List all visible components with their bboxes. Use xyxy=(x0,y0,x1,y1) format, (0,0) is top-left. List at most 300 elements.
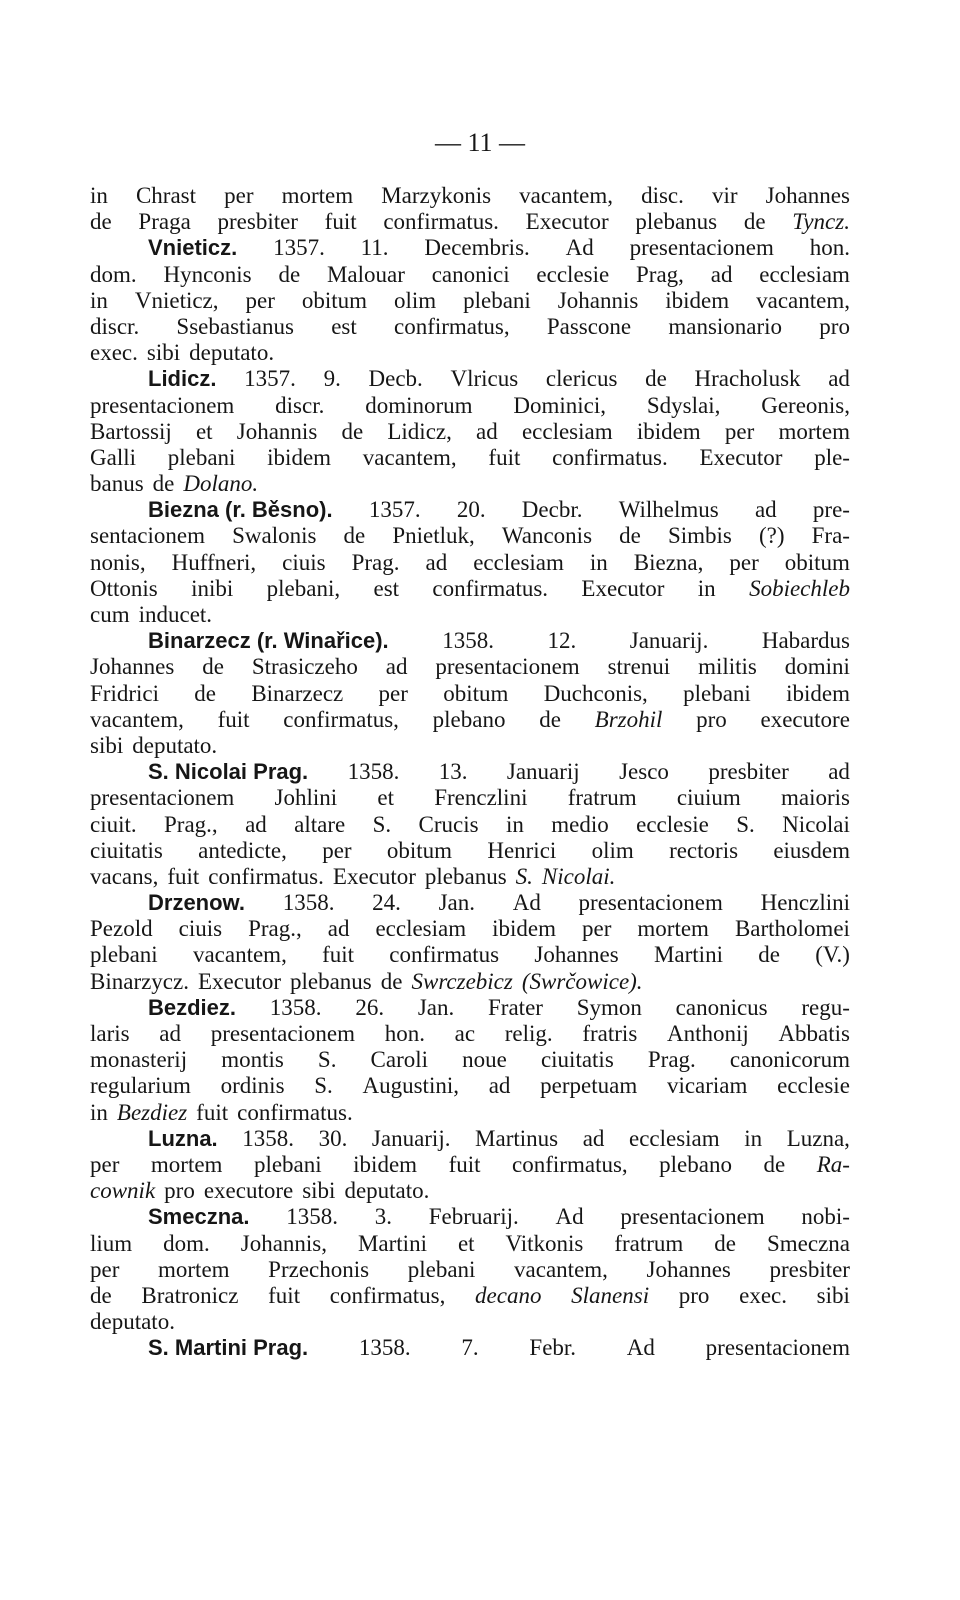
word: ad xyxy=(828,759,850,785)
word: sentacionem xyxy=(90,523,205,549)
word: Habardus xyxy=(761,628,850,654)
word: Fra- xyxy=(811,523,850,549)
word: de xyxy=(539,706,561,732)
word: Johannis, xyxy=(240,1230,327,1256)
word: Hracholusk xyxy=(694,366,801,392)
word: plebanus xyxy=(290,968,372,994)
word: clericus xyxy=(545,366,618,392)
word: ecclesiam xyxy=(759,261,850,287)
word: confirmatus, xyxy=(393,313,510,339)
text-line xyxy=(90,393,850,419)
word: Januarij. xyxy=(629,628,709,654)
word: Hynconis xyxy=(163,261,252,287)
text-line xyxy=(90,654,850,680)
word: 26. xyxy=(355,994,385,1020)
word: 1358. xyxy=(242,1125,294,1151)
text-line xyxy=(90,1283,850,1309)
word: altare xyxy=(294,811,346,837)
word: discr. xyxy=(275,392,325,418)
word: discr. xyxy=(90,313,140,339)
text-line xyxy=(90,942,850,968)
word: Dominici, xyxy=(513,392,607,418)
word: Chrast xyxy=(135,183,197,208)
word: ibidem xyxy=(492,916,557,942)
word: Lidicz, xyxy=(387,418,452,444)
word: ecclesiam xyxy=(473,549,564,575)
word: canonicorum xyxy=(729,1047,850,1073)
word: medio xyxy=(551,811,609,837)
word: ad xyxy=(159,1021,182,1046)
entry-heading: S. Nicolai Prag. xyxy=(148,759,309,785)
word: Jan. xyxy=(438,890,476,916)
word: plebani xyxy=(683,680,751,706)
word: in xyxy=(744,1125,763,1151)
word: Bartholomei xyxy=(734,916,850,942)
word: Executor xyxy=(581,575,665,601)
word: Wilhelmus xyxy=(618,497,719,523)
word: ordinis xyxy=(220,1073,285,1099)
word: obitum xyxy=(301,287,367,313)
word: presbiter xyxy=(217,209,298,235)
word: nonis, xyxy=(90,549,146,575)
word: Pnietluk, xyxy=(392,523,475,549)
word: Bartossij xyxy=(90,418,172,444)
italic-word: Bezdiez xyxy=(116,1099,188,1125)
word: ecclesie xyxy=(536,261,610,287)
word: plebani xyxy=(407,1256,476,1282)
word: fratrum xyxy=(567,785,637,811)
word: presentacionem xyxy=(210,1021,356,1046)
word: banus xyxy=(90,471,144,497)
word: Anthonij xyxy=(666,1021,749,1046)
word: Sdyslai, xyxy=(646,392,721,418)
word: Januarij. xyxy=(371,1125,451,1151)
text-line xyxy=(90,1335,850,1361)
word: Galli xyxy=(90,444,136,470)
word: mortem xyxy=(778,418,850,444)
word: plebano xyxy=(659,1151,732,1177)
text-line xyxy=(90,1126,850,1152)
word: plebano xyxy=(432,706,506,732)
word: 3. xyxy=(374,1204,392,1230)
word: in xyxy=(505,811,524,837)
word: perpetuam xyxy=(540,1073,638,1099)
word: Executor xyxy=(525,209,609,235)
word: olim xyxy=(393,287,437,313)
word: plebanus xyxy=(424,863,507,889)
text-line xyxy=(90,235,850,261)
entry-heading: Drzenow. xyxy=(148,890,245,916)
word: de xyxy=(152,471,175,497)
word: Marzykonis xyxy=(381,183,492,208)
text-line xyxy=(90,707,850,733)
word: ciuis xyxy=(178,916,223,942)
word: cum xyxy=(90,602,130,627)
word: ciuitatis xyxy=(90,837,163,863)
word: 1358. xyxy=(347,759,400,785)
text-line xyxy=(90,419,850,445)
word: Passcone xyxy=(546,313,632,339)
word: in xyxy=(589,549,608,575)
word: inducet. xyxy=(138,602,213,627)
word: Praga xyxy=(138,209,191,235)
word: noue xyxy=(462,1047,507,1073)
word: pro xyxy=(678,1282,710,1308)
entry-heading: Binarzecz (r. Winařice). xyxy=(148,628,389,654)
text-line xyxy=(90,890,850,916)
word: ibidem xyxy=(786,680,850,706)
word: presentacionem xyxy=(90,392,235,418)
italic-word: Swrczebicz xyxy=(411,968,513,994)
text-line xyxy=(90,1073,850,1099)
word: vir xyxy=(711,183,738,208)
entry-heading: Luzna. xyxy=(148,1125,218,1151)
word: ecclesiam xyxy=(628,1125,720,1151)
word: vacans, xyxy=(90,863,159,889)
word: Johannis xyxy=(557,287,639,313)
word: presbiter xyxy=(708,759,789,785)
text-line xyxy=(90,628,850,654)
page-number: — 11 — xyxy=(434,128,526,157)
word: fuit xyxy=(324,209,357,235)
word: in xyxy=(90,1099,108,1125)
word: sibi xyxy=(816,1282,850,1308)
word: antedicte, xyxy=(198,837,287,863)
document-body xyxy=(90,183,850,1361)
word: confirmatus. xyxy=(383,209,499,235)
word: Biezna, xyxy=(633,549,704,575)
word: confirmatus. xyxy=(432,575,549,601)
word: per xyxy=(582,916,612,942)
word: mortem xyxy=(637,916,709,942)
word: vacantem, xyxy=(756,287,850,313)
word: Jan. xyxy=(417,994,455,1020)
word: confirmatus xyxy=(389,942,500,968)
word: montis xyxy=(221,1047,284,1073)
word: regularium xyxy=(90,1073,191,1099)
word: ciuium xyxy=(676,785,741,811)
word: et xyxy=(377,785,394,811)
word: 20. xyxy=(456,497,486,523)
word: 7. xyxy=(461,1335,479,1361)
entry-heading: Biezna (r. Běsno). xyxy=(148,497,333,523)
word: ciuis xyxy=(282,549,326,575)
word: Ad xyxy=(512,890,541,916)
word: Januarij xyxy=(506,759,580,785)
word: Johannes xyxy=(646,1256,731,1282)
text-line xyxy=(90,916,850,942)
word: Swalonis xyxy=(232,523,317,549)
word: Binarzecz xyxy=(251,680,344,706)
text-line xyxy=(90,1231,850,1257)
word: Frenczlini xyxy=(434,785,528,811)
word: Henczlini xyxy=(760,890,850,916)
word: de xyxy=(278,261,301,287)
word: Decb. xyxy=(368,366,423,392)
word: strenui xyxy=(607,654,671,680)
word: ad xyxy=(327,916,350,942)
word: de xyxy=(743,209,766,235)
text-line xyxy=(90,550,850,576)
word: Huffneri, xyxy=(171,549,257,575)
word: Bratronicz xyxy=(141,1282,239,1308)
word: fratris xyxy=(582,1021,638,1046)
word: presentacionem xyxy=(620,1204,765,1230)
word: Johannes xyxy=(90,654,175,680)
word: Frater xyxy=(488,994,543,1020)
word: 1358. xyxy=(358,1335,411,1361)
word: Caroli xyxy=(370,1047,429,1073)
word: ecclesiam xyxy=(375,916,467,942)
text-line xyxy=(90,209,850,235)
word: executore xyxy=(760,706,850,732)
word: Prag., xyxy=(248,916,302,942)
word: ad xyxy=(385,654,408,680)
text-line xyxy=(90,1257,850,1283)
italic-word: decano xyxy=(475,1282,542,1308)
word: est xyxy=(373,575,400,601)
word: exec. xyxy=(739,1282,787,1308)
word: disc. xyxy=(641,183,684,208)
italic-word: Dolano. xyxy=(183,471,259,497)
word: ad xyxy=(710,261,733,287)
word: Martini xyxy=(357,1230,427,1256)
word: Smeczna xyxy=(766,1230,850,1256)
word: per xyxy=(322,837,352,863)
word: canonicus xyxy=(675,994,768,1020)
word: eiusdem xyxy=(773,837,850,863)
word: rectoris xyxy=(669,837,739,863)
entry-heading: Smeczna. xyxy=(148,1204,250,1230)
text-line xyxy=(90,314,850,340)
word: Ssebastianus xyxy=(176,313,294,339)
word: obitum xyxy=(443,680,509,706)
word: Crucis xyxy=(418,811,479,837)
word: pro xyxy=(819,313,850,339)
word: Pezold xyxy=(90,916,153,942)
word: deputato. xyxy=(344,1178,430,1204)
word: relig. xyxy=(504,1021,553,1046)
word: Executor xyxy=(197,968,281,994)
word: olim xyxy=(591,837,634,863)
word: maioris xyxy=(780,785,850,811)
text-line xyxy=(90,497,850,523)
word: presentacionem xyxy=(578,890,723,916)
word: ad xyxy=(582,1125,605,1151)
word: de xyxy=(763,1151,786,1177)
word: in xyxy=(90,183,108,208)
word: de xyxy=(645,366,667,392)
word: domini xyxy=(784,654,850,680)
word: vacantem, xyxy=(192,942,287,968)
text-line xyxy=(90,785,850,811)
text-line xyxy=(90,969,850,995)
word: Johlini xyxy=(274,785,338,811)
word: vacantem, xyxy=(90,706,184,732)
word: deputato. xyxy=(90,1309,175,1335)
word: confirmatus, xyxy=(283,706,399,732)
word: ad xyxy=(828,366,850,392)
word: Prag., xyxy=(164,811,218,837)
italic-word: Tyncz. xyxy=(792,209,850,235)
word: 1357. xyxy=(244,366,296,392)
word: Ad xyxy=(555,1204,584,1230)
word: ac xyxy=(454,1021,476,1046)
word: ad xyxy=(488,1073,511,1099)
word: obitum xyxy=(386,837,453,863)
word: mortem xyxy=(150,1151,223,1177)
word: inibi xyxy=(191,575,234,601)
word: est xyxy=(331,313,357,339)
entry-heading: S. Martini Prag. xyxy=(148,1335,309,1361)
word: de xyxy=(343,523,366,549)
word: mortem xyxy=(281,183,354,208)
entry-heading: Lidicz. xyxy=(148,366,217,392)
word: et xyxy=(195,418,213,444)
word: Gereonis, xyxy=(761,392,850,418)
word: Vlricus xyxy=(450,366,519,392)
word: fuit xyxy=(217,706,250,732)
word: obitum xyxy=(784,549,850,575)
text-line xyxy=(90,1178,850,1204)
word: 12. xyxy=(547,628,577,654)
word: ciuit. xyxy=(90,811,137,837)
word: Ottonis xyxy=(90,575,158,601)
italic-word: Ra- xyxy=(816,1151,850,1177)
word: fuit xyxy=(268,1282,301,1308)
word: 24. xyxy=(372,890,401,916)
word: confirmatus, xyxy=(329,1282,446,1308)
word: plebani xyxy=(167,444,236,470)
word: Abbatis xyxy=(778,1021,850,1046)
text-line xyxy=(90,288,850,314)
word: Vitkonis xyxy=(505,1230,584,1256)
word: Februarij. xyxy=(428,1204,519,1230)
word: Johannes xyxy=(534,942,619,968)
word: nobi- xyxy=(801,1204,850,1230)
word: confirmatus. xyxy=(208,863,324,889)
word: presentacionem xyxy=(90,785,235,811)
word: Ad xyxy=(565,235,594,261)
text-line xyxy=(90,812,850,838)
word: presbiter xyxy=(769,1256,850,1282)
word: de xyxy=(341,418,364,444)
word: (V.) xyxy=(815,942,850,968)
word: Vnieticz, xyxy=(134,287,219,313)
word: sibi xyxy=(302,1178,336,1204)
word: Prag, xyxy=(636,261,684,287)
word: dom. xyxy=(163,1230,210,1256)
text-line xyxy=(90,864,850,890)
word: ibidem xyxy=(665,287,730,313)
word: hon. xyxy=(384,1021,425,1046)
word: exec. xyxy=(90,340,138,366)
word: ple- xyxy=(814,444,850,470)
entry-heading: Bezdiez. xyxy=(148,994,237,1020)
word: dom. xyxy=(90,261,137,287)
word: Strasiczeho xyxy=(251,654,358,680)
word: confirmatus. xyxy=(552,444,668,470)
word: plebani xyxy=(90,942,158,968)
word: ciuitatis xyxy=(540,1047,614,1073)
word: (?) xyxy=(758,523,785,549)
word: laris xyxy=(90,1021,130,1046)
text-line xyxy=(90,1047,850,1073)
word: S. xyxy=(317,1047,337,1073)
word: pro xyxy=(164,1178,195,1204)
word: fuit xyxy=(488,444,521,470)
word: executore xyxy=(203,1178,294,1204)
text-line xyxy=(90,759,850,785)
word: plebani, xyxy=(266,575,341,601)
word: Ad xyxy=(626,1335,655,1361)
word: Przechonis xyxy=(268,1256,370,1282)
word: S. xyxy=(372,811,392,837)
word: hon. xyxy=(809,235,850,261)
word: de xyxy=(90,1282,112,1308)
text-line xyxy=(90,576,850,602)
word: mansionario xyxy=(668,313,783,339)
word: deputato. xyxy=(132,732,218,758)
word: Fridrici xyxy=(90,680,159,706)
word: vicariam xyxy=(666,1073,748,1099)
word: 1358. xyxy=(442,628,494,654)
word: Martini xyxy=(653,942,723,968)
word: Duchconis, xyxy=(543,680,648,706)
text-line xyxy=(90,366,850,392)
italic-word: cownik xyxy=(90,1178,156,1204)
word: de xyxy=(714,1230,736,1256)
text-line xyxy=(90,733,850,759)
word: Symon xyxy=(576,994,642,1020)
word: Henrici xyxy=(487,837,557,863)
word: vacantem, xyxy=(519,183,614,208)
word: ibidem xyxy=(267,444,332,470)
word: fuit xyxy=(322,942,355,968)
word: Malouar xyxy=(326,261,405,287)
text-line xyxy=(90,838,850,864)
word: Luzna, xyxy=(786,1125,850,1151)
word: confirmatus. xyxy=(237,1099,353,1125)
word: ibidem xyxy=(353,1151,418,1177)
word: 1358. xyxy=(269,994,322,1020)
text-line xyxy=(90,471,850,497)
entry-heading: Vnieticz. xyxy=(148,235,238,261)
word: 1357. xyxy=(368,497,421,523)
word: de xyxy=(194,680,217,706)
text-line xyxy=(90,1021,850,1047)
text-line xyxy=(90,1100,850,1126)
text-line xyxy=(90,995,850,1021)
word: de xyxy=(90,209,112,235)
word: sibi xyxy=(90,732,124,758)
word: dominorum xyxy=(365,392,473,418)
word: fuit xyxy=(167,863,200,889)
word: regu- xyxy=(801,994,850,1020)
word: ad xyxy=(245,811,267,837)
word: per xyxy=(729,549,759,575)
word: Prag. xyxy=(647,1047,696,1073)
word: S. xyxy=(736,811,755,837)
word: Augustini, xyxy=(362,1073,459,1099)
text-line xyxy=(90,1204,850,1230)
word: presentacionem xyxy=(629,235,774,261)
text-line xyxy=(90,445,850,471)
word: de xyxy=(619,523,641,549)
word: canonici xyxy=(431,261,510,287)
word: Johannis xyxy=(236,418,318,444)
word: Prag. xyxy=(351,549,400,575)
